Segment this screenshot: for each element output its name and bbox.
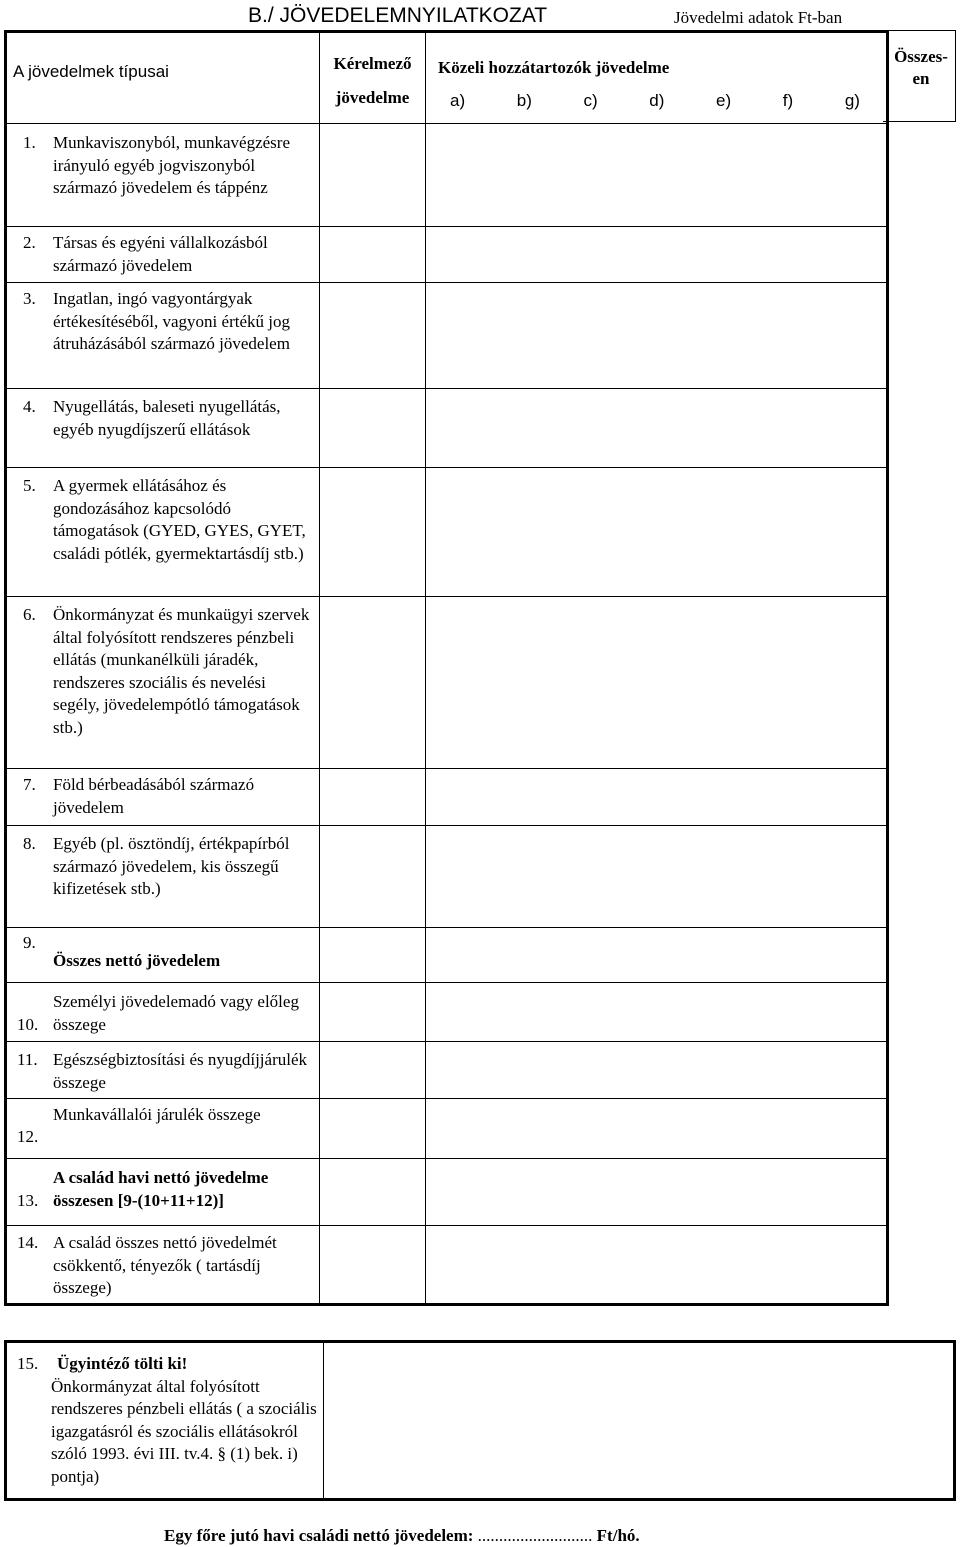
box15-title: Ügyintéző tölti ki! [57,1354,188,1373]
per-capita-label: Egy főre jutó havi családi nettó jövedelem: [164,1526,474,1545]
income-table [4,30,889,1306]
applicant-value-cell[interactable] [320,928,426,983]
caseworker-box [4,1340,956,1501]
box15-text: Önkormányzat által folyósított rendszeres pénzbeli ellátás ( a szociális igazgatásról és szociális ellátásokról szóló 1993. évi III. tv.4. § (1) bek. i) pontja) [51,1376,317,1486]
relative-letter-d: d) [649,90,665,110]
row-label: Önkormányzat és munkaügyi szervek által folyósított rendszeres pénzbeli ellátás (munkanélküli járadék, rendszeres szociális és nevelési segély, jövedelempótló támogatások stb.) [53,605,310,737]
row-number: 1. [23,133,36,152]
relatives-value-cell[interactable] [426,468,888,597]
applicant-value-cell[interactable] [320,1226,426,1305]
row-number: 10. [17,1015,39,1034]
applicant-value-cell[interactable] [320,389,426,468]
row-label: A család összes nettó jövedelmét csökkentő, tényezők ( tartásdíj összege) [53,1233,277,1297]
row-number: 5. [23,476,36,495]
box15-number: 15. [17,1354,39,1373]
types-header: A jövedelmek típusai [13,62,169,81]
applicant-value-cell[interactable] [320,1042,426,1099]
relatives-value-cell[interactable] [426,983,888,1042]
row-label: Nyugellátás, baleseti nyugellátás, egyéb nyugdíjszerű ellátások [53,397,281,439]
form-subtitle: Jövedelmi adatok Ft-ban [674,8,843,27]
per-capita-unit: Ft/hó. [596,1526,640,1545]
applicant-value-cell[interactable] [320,124,426,227]
form-title: B./ JÖVEDELEMNYILATKOZAT [248,4,548,27]
row-label: A család havi nettó jövedelme összesen [9-(10+11+12)] [53,1168,269,1210]
row-label: Munkavállalói járulék összege [53,1105,261,1124]
row-label: A gyermek ellátásához és gondozásához kapcsolódó támogatások (GYED, GYES, GYET, családi pótlék, gyermektartásdíj stb.) [53,476,306,563]
table-row [6,928,888,983]
row-number: 13. [17,1191,39,1210]
row-label: Összes nettó jövedelem [53,951,221,970]
applicant-header-line2: jövedelme [335,88,410,107]
table-row [6,1159,888,1226]
types-header-cell [6,32,320,124]
relative-letter-e: e) [716,90,732,110]
applicant-value-cell[interactable] [320,468,426,597]
relative-letter-f: f) [782,90,794,110]
relatives-header: Közeli hozzátartozók jövedelme [438,58,670,77]
row-number: 11. [17,1050,38,1069]
row-label: Föld bérbeadásából származó jövedelem [53,775,255,817]
table-row [6,1226,888,1305]
relatives-value-cell[interactable] [426,1042,888,1099]
row-label: Egyéb (pl. ösztöndíj, értékpapírból származó jövedelem, kis összegű kifizetések stb.) [53,834,290,898]
relatives-value-cell[interactable] [426,389,888,468]
table-row [6,124,888,227]
row-number: 8. [23,834,36,853]
row-label: Egészségbiztosítási és nyugdíjjárulék összege [53,1050,307,1092]
applicant-header-line1: Kérelmező [333,54,412,73]
applicant-header-cell [320,32,426,124]
relative-letters [426,80,886,113]
table-row [6,826,888,928]
applicant-value-cell[interactable] [320,597,426,769]
row-number: 4. [23,397,36,416]
row-label: Személyi jövedelemadó vagy előleg összege [53,992,299,1034]
relatives-value-cell[interactable] [426,1226,888,1305]
per-capita-income-line [164,1526,640,1546]
table-row [6,227,888,283]
applicant-value-cell[interactable] [320,769,426,826]
row-label: Ingatlan, ingó vagyontárgyak értékesítéséből, vagyoni értékű jog átruházásából származó jövedelem [53,289,290,353]
table-row [6,983,888,1042]
table-row [6,1042,888,1099]
table-row [6,468,888,597]
row-number: 12. [17,1127,39,1146]
applicant-value-cell[interactable] [320,826,426,928]
relative-letter-c: c) [583,90,598,110]
relative-letter-g: g) [844,90,860,110]
row-number: 6. [23,605,36,624]
relatives-value-cell[interactable] [426,928,888,983]
row-number: 3. [23,289,36,308]
applicant-value-cell[interactable] [320,227,426,283]
relatives-value-cell[interactable] [426,283,888,389]
table-row [6,1099,888,1159]
table-row [6,389,888,468]
applicant-value-cell[interactable] [320,1099,426,1159]
relatives-value-cell[interactable] [426,826,888,928]
applicant-value-cell[interactable] [320,1159,426,1226]
relatives-value-cell[interactable] [426,597,888,769]
table-header-row [6,32,888,124]
row-label: Társas és egyéni vállalkozásból származó jövedelem [53,233,268,275]
applicant-value-cell[interactable] [320,983,426,1042]
relatives-header-cell [426,32,888,124]
row-number: 14. [17,1233,39,1252]
relative-letter-a: a) [450,90,466,110]
table-row [6,769,888,826]
applicant-value-cell[interactable] [320,283,426,389]
table-row [6,597,888,769]
table-row [6,283,888,389]
row-number: 7. [23,775,36,794]
relatives-value-cell[interactable] [426,227,888,283]
row-number: 9. [23,933,36,952]
row-number: 2. [23,233,36,252]
total-header: Összes-en [894,47,948,88]
row-label: Munkaviszonyból, munkavégzésre irányuló egyéb jogviszonyból származó jövedelem és táppénz [53,133,290,197]
relatives-value-cell[interactable] [426,1099,888,1159]
per-capita-blank[interactable]: ........................... [477,1526,593,1545]
relatives-value-cell[interactable] [426,1159,888,1226]
relatives-value-cell[interactable] [426,769,888,826]
relative-letter-b: b) [516,90,532,110]
relatives-value-cell[interactable] [426,124,888,227]
